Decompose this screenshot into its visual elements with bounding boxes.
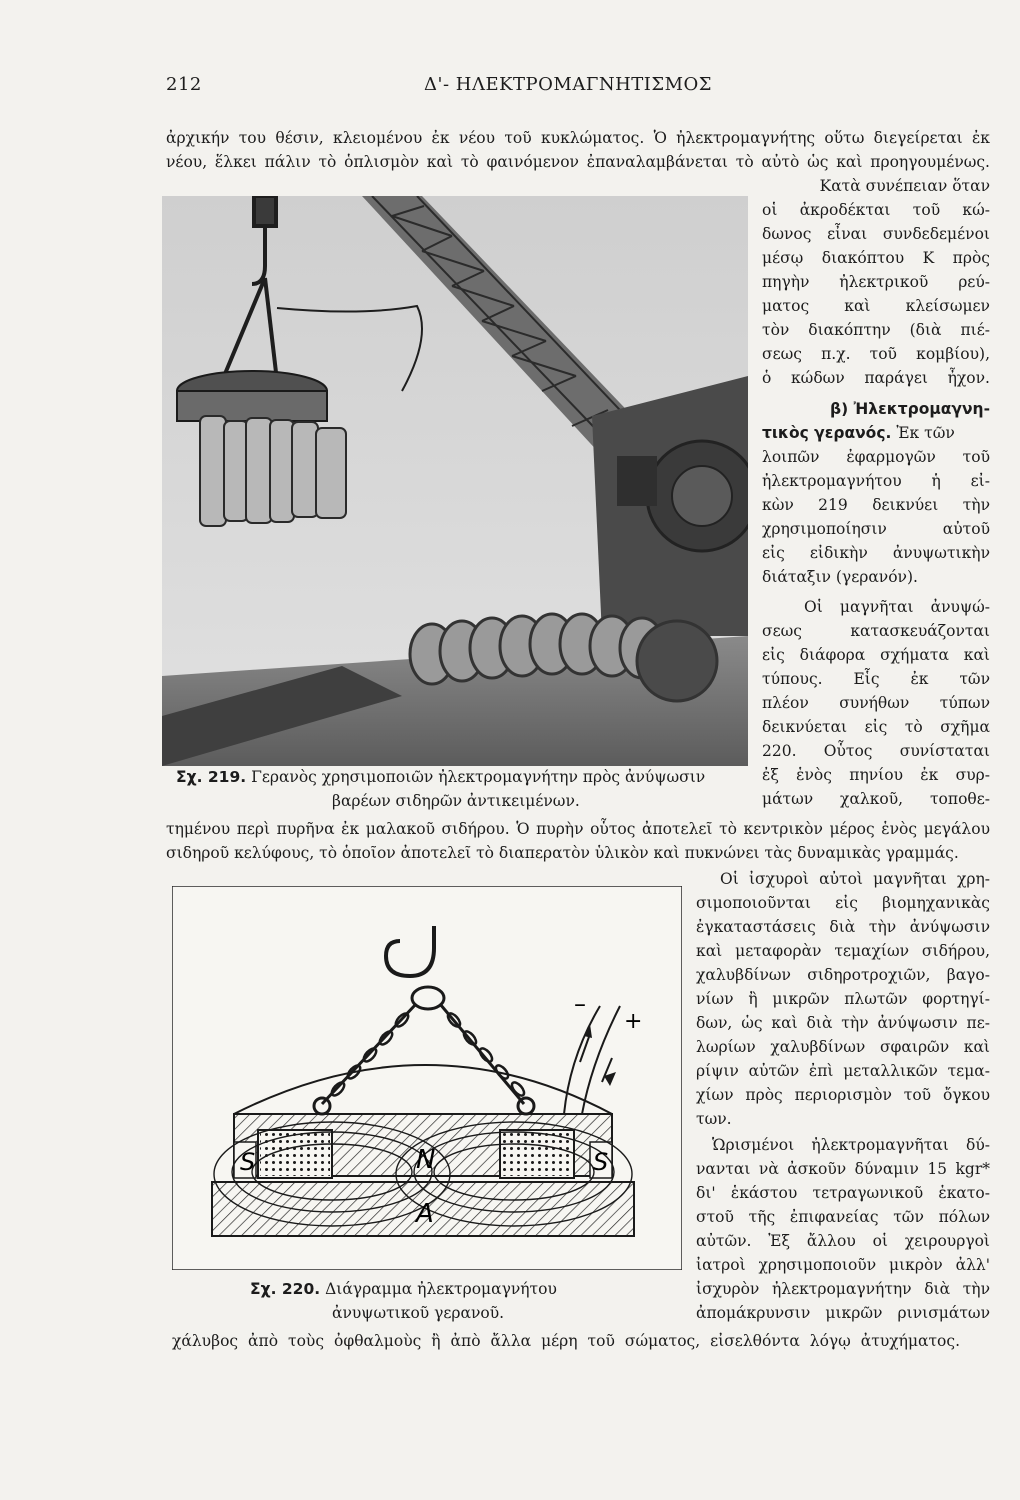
figure-219-caption-cont: βαρέων σιδηρῶν ἀντικειμένων. [332, 792, 580, 810]
text-line: νανται νὰ ἀσκοῦν δύναμιν 15 kgr* [696, 1160, 990, 1178]
text-line: ὁ κώδων παράγει ἦχον. [762, 369, 990, 387]
page-number: 212 [166, 74, 202, 95]
section-heading: β) Ἠλεκτρομαγνη- [830, 400, 990, 418]
text-line: αὐτῶν. Ἐξ ἄλλου οἱ χειρουργοὶ [696, 1232, 990, 1250]
crane-photo [162, 196, 748, 766]
figure-219-label: Σχ. 219. [176, 768, 247, 786]
text-line: σιμοποιοῦνται εἰς βιομηχανικὰς [696, 894, 990, 912]
figure-220-label: Σχ. 220. [250, 1280, 321, 1298]
text-line: σεως π.χ. τοῦ κομβίου), [762, 345, 990, 363]
text-line: λοιπῶν ἐφαρμογῶν τοῦ [762, 448, 990, 466]
text-line: χρησιμοποίησιν αὐτοῦ [762, 520, 990, 538]
running-title: Δ'- ΗΛΕΚΤΡΟΜΑΓΝΗΤΙΣΜΟΣ [424, 74, 713, 95]
figure-220-caption-cont: ἀνυψωτικοῦ γερανοῦ. [332, 1304, 505, 1322]
text-line: Οἱ μαγνῆται ἀνυψώ- [804, 598, 990, 616]
text-line: ἰατροὶ χρησιμοποιοῦν μικρὸν ἀλλ' [696, 1256, 990, 1274]
text-line: καὶ μεταφορὰν τεμαχίων σιδήρου, [696, 942, 990, 960]
text-line: μάτων χαλκοῦ, τοποθε- [762, 790, 990, 808]
text-line: ματος καὶ κλείσωμεν [762, 297, 990, 315]
text-line: διάταξιν (γερανόν). [762, 568, 918, 586]
text-line: μέσῳ διακόπτου Κ πρὸς [762, 249, 990, 267]
text-line: οἱ ἀκροδέκται τοῦ κώ- [762, 201, 990, 219]
figure-219-caption-text: Γερανὸς χρησιμοποιῶν ἠλεκτρομαγνήτην πρὸς ἀνύψωσιν [251, 768, 706, 786]
pole-n-label: N [416, 1145, 436, 1175]
text-line: των. [696, 1110, 732, 1128]
text-line: τημένου περὶ πυρῆνα ἐκ μαλακοῦ σιδήρου. Ὁ πυρὴν οὗτος ἀποτελεῖ τὸ κεντρικὸν μέρος ἑνὸς μεγάλου [166, 820, 990, 838]
text-line: ἰσχυρὸν ἠλεκτρομαγνήτην διὰ τὴν [696, 1280, 990, 1298]
section-heading-line2 [762, 422, 990, 444]
armature-label: A [416, 1199, 434, 1229]
text-line: Οἱ ἰσχυροὶ αὐτοὶ μαγνῆται χρη- [720, 870, 990, 888]
magnet-diagram [172, 886, 682, 1270]
text-line: ἀπομάκρυνσιν μικρῶν ρινισμάτων [696, 1304, 990, 1322]
text-line: 220. Οὗτος συνίσταται [762, 742, 990, 760]
figure-220-caption [250, 1278, 557, 1300]
text-line: ἠλεκτρομαγνήτου ἡ εἰ- [762, 472, 990, 490]
text-fragment: Ἐκ τῶν [891, 424, 955, 442]
text-line: νίων ἢ μικρῶν πλωτῶν φορτηγί- [696, 990, 990, 1008]
text-line: σεως κατασκευάζονται [762, 622, 990, 640]
coil-right-winding [502, 1132, 572, 1176]
text-line: ἐξ ἑνὸς πηνίου ἐκ συρ- [762, 766, 990, 784]
figure-220-caption-text: Διάγραμμα ἠλεκτρομαγνήτου [325, 1280, 557, 1298]
text-line: τύπους. Εἷς ἐκ τῶν [762, 670, 990, 688]
crane-cab [592, 376, 748, 636]
text-line: λωρίων χαλυβδίνων σφαιρῶν καὶ [696, 1038, 990, 1056]
pole-s-right-label: S [593, 1148, 609, 1176]
text-line: στοῦ τῆς ἐπιφανείας τῶν πόλων [696, 1208, 990, 1226]
text-line: εἰς εἰδικὴν ἀνυψωτικὴν [762, 544, 990, 562]
pole-s-left-label: S [240, 1148, 256, 1176]
text-line: πηγὴν ἠλεκτρικοῦ ρεύ- [762, 273, 990, 291]
text-line: ἐγκαταστάσεις διὰ τὴν ἀνύψωσιν [696, 918, 990, 936]
text-line: χίων πρὸς περιορισμὸν τοῦ ὄγκου [696, 1086, 990, 1104]
text-line: Ὡρισμένοι ἠλεκτρομαγνῆται δύ- [712, 1136, 990, 1154]
section-heading-cont: τικὸς γερανός. [762, 424, 892, 442]
text-line: ἀρχικήν του θέσιν, κλειομένου ἐκ νέου τοῦ κυκλώματος. Ὁ ἠλεκτρομαγνήτης οὕτω διεγείρεται ἐκ [166, 129, 990, 147]
text-line: δων, ὡς καὶ διὰ τὴν ἀνύψωσιν πε- [696, 1014, 990, 1032]
lifting-magnet [177, 371, 346, 526]
text-line: πλέον συνήθων τύπων [762, 694, 990, 712]
text-line: δεικνύεται εἰς τὸ σχῆμα [762, 718, 990, 736]
text-line: χαλυβδίνων σιδηροτροχιῶν, βαγο- [696, 966, 990, 984]
text-line: νέου, ἕλκει πάλιν τὸ ὁπλισμὸν καὶ τὸ φαινόμενον ἐπαναλαμβάνεται τὸ αὐτὸ ὡς καὶ προηγουμένως. [166, 153, 990, 171]
text-line: σιδηροῦ κελύφους, τὸ ὁποῖον ἀποτελεῖ τὸ διαπερατὸν ὑλικὸν καὶ πυκνώνει τὰς δυναμικὰς γραμμάς. [166, 844, 959, 862]
text-line: χάλυβος ἀπὸ τοὺς ὀφθαλμοὺς ἢ ἀπὸ ἄλλα μέρη τοῦ σώματος, εἰσελθόντα λόγῳ ἀτυχήματος. [172, 1332, 960, 1350]
text-line: εἰς διάφορα σχήματα καὶ [762, 646, 990, 664]
text-line: δωνος εἶναι συνδεδεμένοι [762, 225, 990, 243]
plus-label: + [624, 1009, 643, 1034]
text-line: δι' ἑκάστου τετραγωνικοῦ ἑκατο- [696, 1184, 990, 1202]
text-line: τὸν διακόπτην (διὰ πιέ- [762, 321, 990, 339]
figure-219-caption [176, 766, 705, 788]
text-line: Κατὰ συνέπειαν ὅταν [819, 177, 990, 195]
minus-label: – [574, 990, 586, 1018]
text-line: κὼν 219 δεικνύει τὴν [762, 496, 990, 514]
text-line: ρίψιν αὐτῶν ἐπὶ μεταλλικῶν τεμα- [696, 1062, 990, 1080]
